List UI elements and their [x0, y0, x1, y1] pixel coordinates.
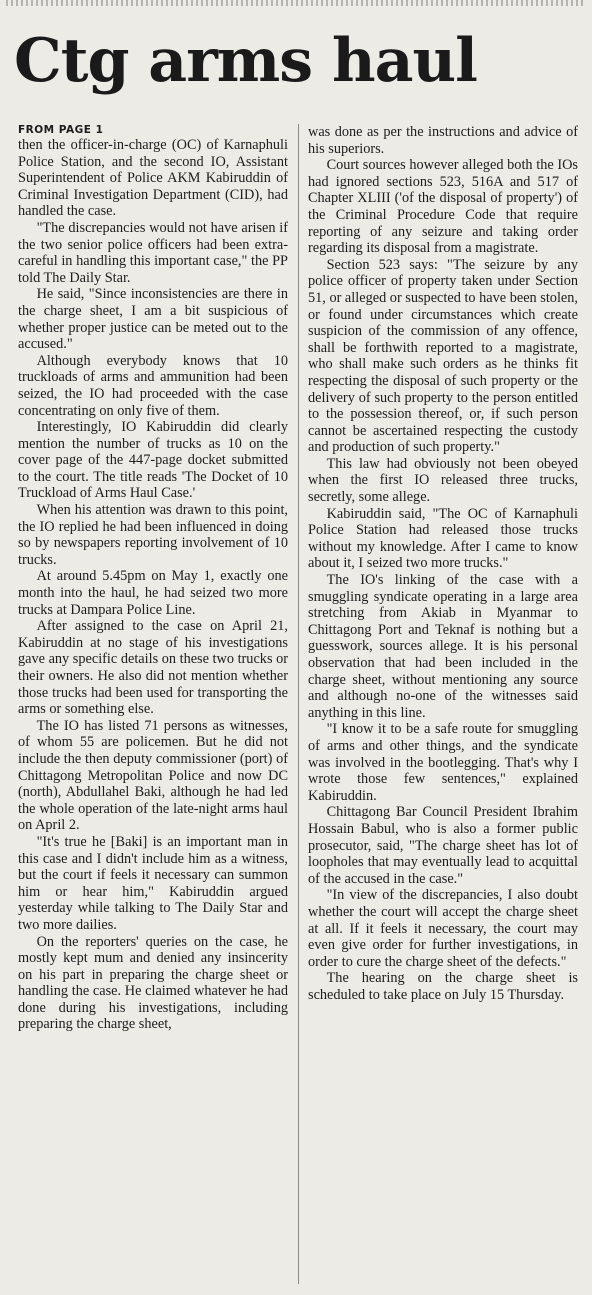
paragraph: then the officer-in-charge (OC) of Karnaphuli Police Station, and the second IO, Assistant Superintendent of Police AKM Kabiruddin of Criminal Investigation Department (CID), had handled the case.: [18, 137, 288, 220]
paragraph: Interestingly, IO Kabiruddin did clearly mention the number of trucks as 10 on the cover page of the 447-page docket submitted to the court. The title reads 'The Docket of 10 Truckload of Arms Haul Case.': [18, 419, 288, 502]
column-right: [308, 124, 578, 1290]
headline: Ctg arms haul: [14, 26, 477, 96]
paragraph: When his attention was drawn to this point, the IO replied he had been influenced in doing so by newspapers reporting involvement of 10 trucks.: [18, 502, 288, 568]
kicker: FROM PAGE 1: [18, 124, 104, 136]
paragraph: Although everybody knows that 10 truckloads of arms and ammunition had been seized, the IO had proceeded with the case concentrating on only five of them.: [18, 352, 288, 419]
paragraph: He said, "Since inconsistencies are there in the charge sheet, I am a bit suspicious of whether proper justice can be meted out to the accused.": [18, 286, 288, 353]
top-edge-strip: [6, 0, 586, 6]
paragraph: "The discrepancies would not have arisen if the two senior police officers had been extra-careful in handling this important case," the PP told The Daily Star.: [18, 219, 288, 286]
paragraph: Court sources however alleged both the IOs had ignored sections 523, 516A and 517 of Chapter XLIII ('of the disposal of property') of the Criminal Procedure Code that require reporting of any seizure and taking order regarding its disposal from a magistrate.: [308, 157, 578, 257]
paragraph: After assigned to the case on April 21, Kabiruddin at no stage of his investigations gave any specific details on these two trucks or their owners. He also did not mention whether those trucks had been used for transporting the arms or something else.: [18, 618, 288, 718]
paragraph: Section 523 says: "The seizure by any police officer of property taken under Section 51, or alleged or suspected to have been stolen, or found under circumstances which create suspicion of the commission of any offence, shall be forthwith reported to a magistrate, who shall make such orders as he thinks fit respecting the disposal of such property or the delivery of such property to the person entitled to the possession thereof, or, if such person cannot be ascertained respecting the custody and production of such property.": [308, 256, 578, 456]
paragraph: The hearing on the charge sheet is scheduled to take place on July 15 Thursday.: [308, 970, 578, 1003]
paragraph: This law had obviously not been obeyed when the first IO released three trucks, secretly, some allege.: [308, 455, 578, 506]
paragraph: Chittagong Bar Council President Ibrahim Hossain Babul, who is also a former public prosecutor, said, "The charge sheet has lot of loopholes that may eventually lead to acquittal of the accused in the case.": [308, 804, 578, 887]
paragraph: The IO has listed 71 persons as witnesses, of whom 55 are policemen. But he did not include the then deputy commissioner (port) of Chittagong Metropolitan Police and now DC (north), Abdullahel Baki, although he had led the whole operation of the late-night arms haul on April 2.: [18, 717, 288, 834]
paragraph: At around 5.45pm on May 1, exactly one month into the haul, he had seized two more trucks at Dampara Police Line.: [18, 568, 288, 618]
column-left: [18, 124, 288, 1290]
article-body: [18, 124, 578, 1290]
paragraph: "I know it to be a safe route for smuggling of arms and other things, and the syndicate was involved in the bootlegging. That's why I wrote those few sentences," explained Kabiruddin.: [308, 721, 578, 804]
paragraph: Kabiruddin said, "The OC of Karnaphuli Police Station had released those trucks without my knowledge. After I came to know about it, I seized two more trucks.": [308, 505, 578, 572]
paragraph: On the reporters' queries on the case, he mostly kept mum and denied any insincerity on his part in preparing the charge sheet or handling the case. He claimed whatever he had done during his investigations, including preparing the charge sheet,: [18, 933, 288, 1033]
paragraph: "In view of the discrepancies, I also doubt whether the court will accept the charge sheet at all. If it feels it necessary, the court may even give order for further investigations, in order to cure the charge sheet of the defects.": [308, 887, 578, 970]
paragraph: was done as per the instructions and advice of his superiors.: [308, 124, 578, 157]
paragraph: "It's true he [Baki] is an important man in this case and I didn't include him as a witness, but the court if feels it necessary can summon him or hear him," Kabiruddin argued yesterday while talking to The Daily Star and two more dailies.: [18, 833, 288, 933]
paragraph: The IO's linking of the case with a smuggling syndicate operating in a large area stretching from Akiab in Myanmar to Chittagong Port and Teknaf is nothing but a guesswork, sources allege. It is his personal observation that had been included in the charge sheet, without mentioning any source and although no-one of the witnesses said anything in this line.: [308, 572, 578, 721]
